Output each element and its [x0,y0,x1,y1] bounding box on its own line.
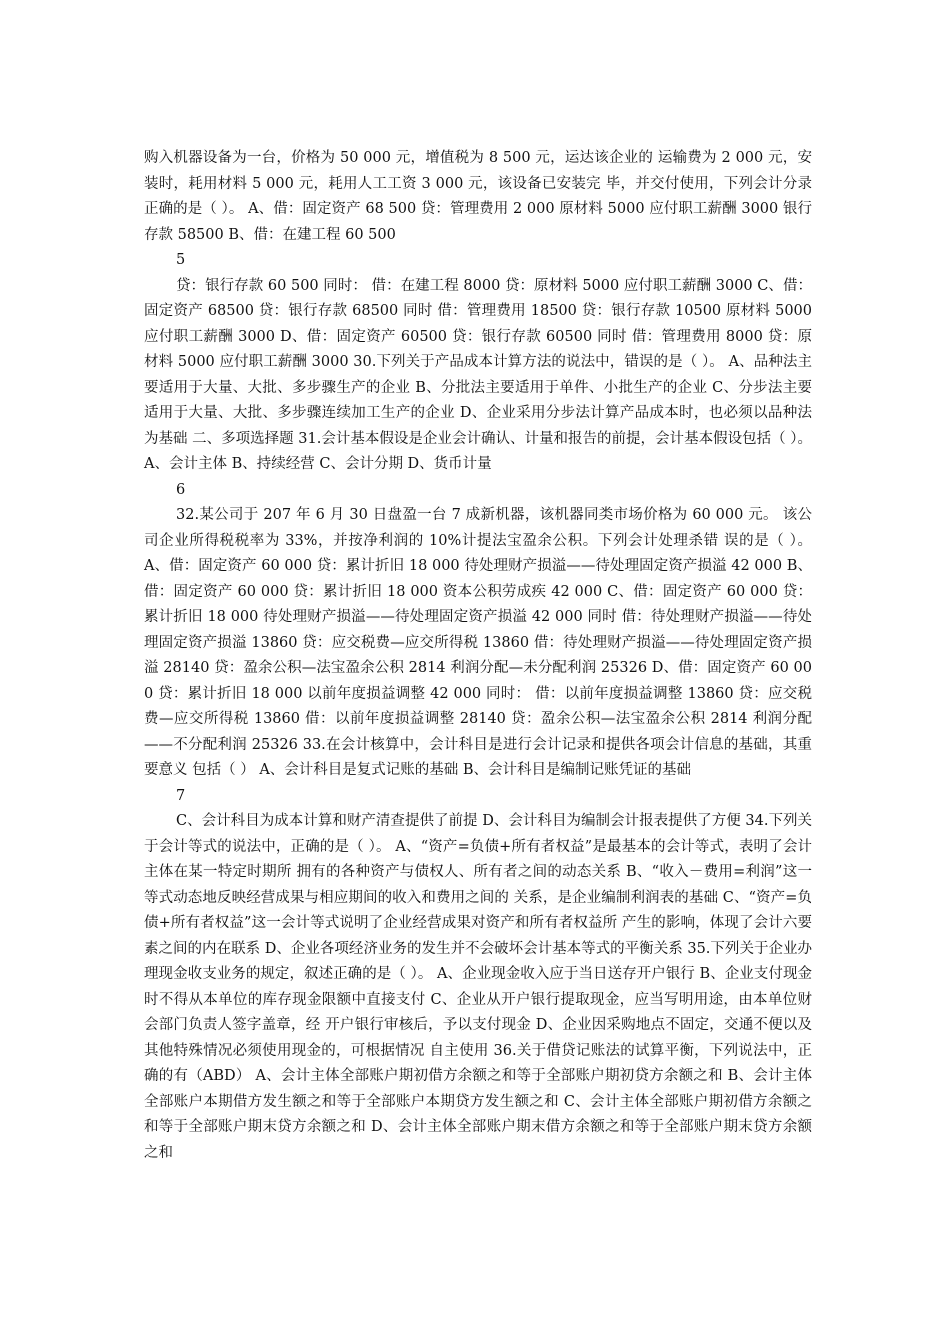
paragraph-question-29-continued: 购入机器设备为一台，价格为 50 000 元，增值税为 8 500 元，运达该企业的 运输费为 2 000 元，安装时，耗用材料 5 000 元，耗用人工工资 3 000 元，该设备已安装完 毕，并交付使用，下列会计分录正确的是（ ）。 A、借：固定资产 68 500 贷：管理费用 2 000 原材料 5000 应付职工薪酬 3000 银行存款 58500 B、借：在建工程 60 500 [144,150,812,243]
page-number: 6 [176,481,186,498]
paragraph-questions-29-31: 贷：银行存款 60 500 同时： 借：在建工程 8000 贷：原材料 5000 应付职工薪酬 3000 C、借：固定资产 68500 贷：银行存款 68500 同时 借：管理费用 18500 贷：银行存款 10500 原材料 5000 应付职工薪酬 3000 D、借：固定资产 60500 贷：银行存款 60500 同时 借：管理费用 8000 贷：原材料 5000 应付职工薪酬 3000 30.下列关于产品成本计算方法的说法中，错误的是（ ）。 A、品种法主要适用于大量、大批、多步骤生产的企业 B、分批法主要适用于单件、小批生产的企业 C、分步法主要适用于大量、大批、多步骤连续加工生产的企业 D、企业采用分步法计算产品成本时，也必须以品种法为基础 二、多项选择题 31.会计基本假设是企业会计确认、计量和报告的前提，会计基本假设包括（ ）。 A、会计主体 B、持续经营 C、会计分期 D、货币计量 [144,277,812,472]
paragraph-questions-33-36: C、会计科目为成本计算和财产清查提供了前提 D、会计科目为编制会计报表提供了方便 34.下列关于会计等式的说法中，正确的是（ ）。 A、“资产=负债+所有者权益”是最基本的会计等式，表明了会计主体在某一特定时期所 拥有的各种资产与债权人、所有者之间的动态关系 B、“收入－费用=利润”这一等式动态地反映经营成果与相应期间的收入和费用之间的 关系，是企业编制利润表的基础 C、“资产=负债+所有者权益”这一会计等式说明了企业经营成果对资产和所有者权益所 产生的影响，体现了会计六要素之间的内在联系 D、企业各项经济业务的发生并不会破坏会计基本等式的平衡关系 35.下列关于企业办理现金收支业务的规定，叙述正确的是（ ）。 A、企业现金收入应于当日送存开户银行 B、企业支付现金时不得从本单位的库存现金限额中直接支付 C、企业从开户银行提取现金，应当写明用途，由本单位财会部门负责人签字盖章，经 开户银行审核后，予以支付现金 D、企业因采购地点不固定，交通不便以及其他特殊情况必须使用现金的，可根据情况 自主使用 36.关于借贷记账法的试算平衡，下列说法中，正确的有（ABD） A、会计主体全部账户期初借方余额之和等于全部账户期初贷方余额之和 B、会计主体全部账户本期借方发生额之和等于全部账户本期贷方发生额之和 C、会计主体全部账户期初借方余额之和等于全部账户期末贷方余额之和 D、会计主体全部账户期末借方余额之和等于全部账户期末贷方余额之和 [144,813,812,1161]
document-body [144,146,812,1166]
page-number: 5 [176,252,186,268]
paragraph-questions-32-33: 32.某公司于 207 年 6 月 30 日盘盈一台 7 成新机器，该机器同类市场价格为 60 000 元。 该公司企业所得税税率为 33%，并按净利润的 10%计提法宝盈余公积。下列会计处理杀错 误的是（ ）。 A、借：固定资产 60 000 贷：累计折旧 18 000 待处理财产损溢——待处理固定资产损溢 42 000 B、借：固定资产 60 000 贷：累计折旧 18 000 资本公积劳成疾 42 000 C、借：固定资产 60 000 贷：累计折旧 18 000 待处理财产损溢——待处理固定资产损溢 42 000 同时 借：待处理财产损溢——待处理固定资产损溢 13860 贷：应交税费—应交所得税 13860 借：待处理财产损溢——待处理固定资产损溢 28140 贷：盈余公积—法宝盈余公积 2814 利润分配—未分配利润 25326 D、借：固定资产 60 000 贷：累计折旧 18 000 以前年度损益调整 42 000 同时： 借：以前年度损益调整 13860 贷：应交税费—应交所得税 13860 借：以前年度损益调整 28140 贷：盈余公积—法宝盈余公积 2814 利润分配——不分配利润 25326 33.在会计核算中，会计科目是进行会计记录和提供各项会计信息的基础，其重要意义 包括（ ） A、会计科目是复式记账的基础 B、会计科目是编制记账凭证的基础 [144,507,812,778]
page-number: 7 [176,787,186,804]
